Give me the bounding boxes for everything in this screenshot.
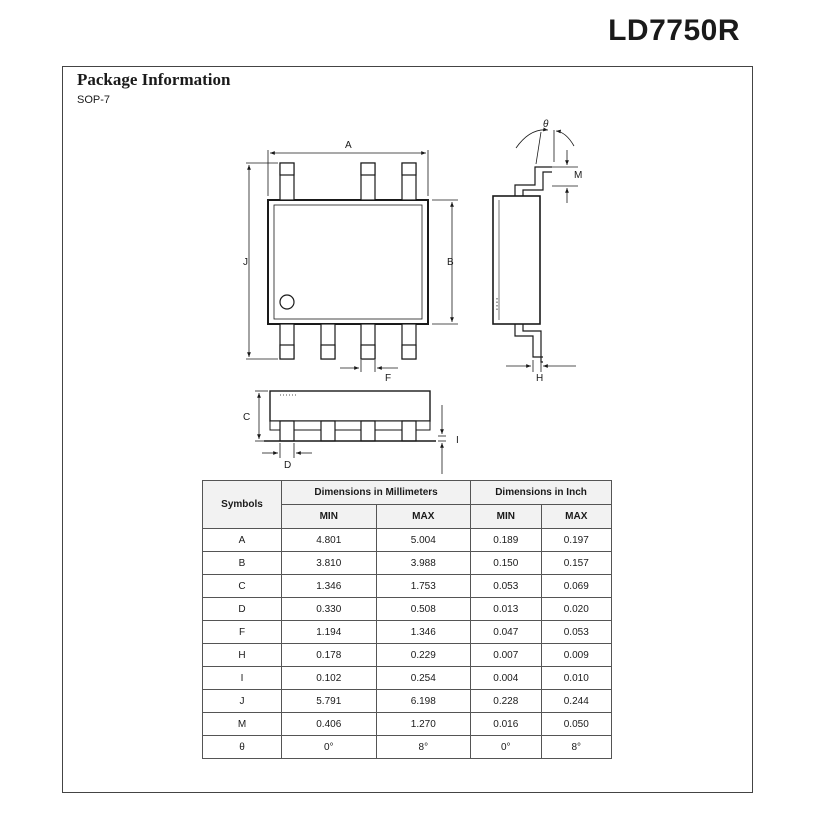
in-max-cell: 0.244 xyxy=(541,690,611,713)
in-max-cell: 0.009 xyxy=(541,644,611,667)
symbol-cell: J xyxy=(203,690,282,713)
table-row xyxy=(203,713,612,736)
table-row xyxy=(203,644,612,667)
package-name: SOP-7 xyxy=(77,94,111,106)
mm-min-header: MIN xyxy=(282,505,377,529)
mm-min-cell: 0.406 xyxy=(282,713,377,736)
table-row xyxy=(203,598,612,621)
in-min-cell: 0.013 xyxy=(471,598,541,621)
in-min-cell: 0.047 xyxy=(471,621,541,644)
mm-max-cell: 3.988 xyxy=(376,552,471,575)
in-min-cell: 0° xyxy=(471,736,541,759)
symbol-cell: A xyxy=(203,529,282,552)
label-j: J xyxy=(243,257,248,268)
label-m: M xyxy=(574,170,583,181)
in-max-cell: 0.069 xyxy=(541,575,611,598)
top-view xyxy=(268,163,428,359)
inch-header: Dimensions in Inch xyxy=(471,481,612,505)
side-view xyxy=(493,167,552,362)
in-min-cell: 0.150 xyxy=(471,552,541,575)
in-min-cell: 0.053 xyxy=(471,575,541,598)
mm-min-cell: 0.178 xyxy=(282,644,377,667)
inch-min-header: MIN xyxy=(471,505,541,529)
mm-max-cell: 0.254 xyxy=(376,667,471,690)
dimension-c xyxy=(255,391,268,441)
dimension-f xyxy=(340,360,398,372)
table-row xyxy=(203,736,612,759)
mm-max-cell: 0.229 xyxy=(376,644,471,667)
in-min-cell: 0.004 xyxy=(471,667,541,690)
dimension-h xyxy=(506,360,576,372)
label-i: I xyxy=(456,435,459,446)
table-row xyxy=(203,690,612,713)
table-row xyxy=(203,621,612,644)
symbol-cell: D xyxy=(203,598,282,621)
label-b: B xyxy=(447,257,454,268)
mm-min-cell: 4.801 xyxy=(282,529,377,552)
mm-max-cell: 6.198 xyxy=(376,690,471,713)
dimension-theta xyxy=(516,130,574,164)
in-max-cell: 0.157 xyxy=(541,552,611,575)
section-title: Package Information xyxy=(77,70,231,89)
table-row xyxy=(203,667,612,690)
mm-min-cell: 0.102 xyxy=(282,667,377,690)
mm-max-cell: 1.270 xyxy=(376,713,471,736)
mm-max-cell: 5.004 xyxy=(376,529,471,552)
dimension-i xyxy=(438,405,446,474)
label-c: C xyxy=(243,412,251,423)
label-f: F xyxy=(385,373,392,384)
mm-min-cell: 3.810 xyxy=(282,552,377,575)
inch-max-header: MAX xyxy=(541,505,611,529)
label-theta: θ xyxy=(543,119,549,130)
in-max-cell: 0.010 xyxy=(541,667,611,690)
symbol-cell: H xyxy=(203,644,282,667)
in-min-cell: 0.189 xyxy=(471,529,541,552)
symbol-cell: M xyxy=(203,713,282,736)
dimension-d xyxy=(262,443,312,458)
table-row xyxy=(203,529,612,552)
dimension-b xyxy=(432,200,458,324)
table-row xyxy=(203,552,612,575)
in-max-cell: 0.020 xyxy=(541,598,611,621)
symbol-cell: θ xyxy=(203,736,282,759)
in-max-cell: 0.050 xyxy=(541,713,611,736)
label-d: D xyxy=(284,460,292,471)
mm-max-cell: 0.508 xyxy=(376,598,471,621)
mm-header: Dimensions in Millimeters xyxy=(282,481,471,505)
symbols-header: Symbols xyxy=(203,481,282,529)
symbol-cell: I xyxy=(203,667,282,690)
mm-min-cell: 1.194 xyxy=(282,621,377,644)
in-max-cell: 0.053 xyxy=(541,621,611,644)
symbol-cell: B xyxy=(203,552,282,575)
mm-max-header: MAX xyxy=(376,505,471,529)
in-min-cell: 0.007 xyxy=(471,644,541,667)
in-max-cell: 8° xyxy=(541,736,611,759)
in-min-cell: 0.228 xyxy=(471,690,541,713)
symbol-cell: F xyxy=(203,621,282,644)
mm-max-cell: 8° xyxy=(376,736,471,759)
part-number-title: LD7750R xyxy=(608,14,740,47)
label-h: H xyxy=(536,373,544,384)
front-view xyxy=(264,391,436,441)
dimensions-table xyxy=(202,480,612,759)
mm-min-cell: 1.346 xyxy=(282,575,377,598)
mm-max-cell: 1.346 xyxy=(376,621,471,644)
mm-max-cell: 1.753 xyxy=(376,575,471,598)
mm-min-cell: 0° xyxy=(282,736,377,759)
in-max-cell: 0.197 xyxy=(541,529,611,552)
table-row xyxy=(203,575,612,598)
label-a: A xyxy=(345,140,352,151)
mm-min-cell: 5.791 xyxy=(282,690,377,713)
mm-min-cell: 0.330 xyxy=(282,598,377,621)
in-min-cell: 0.016 xyxy=(471,713,541,736)
symbol-cell: C xyxy=(203,575,282,598)
